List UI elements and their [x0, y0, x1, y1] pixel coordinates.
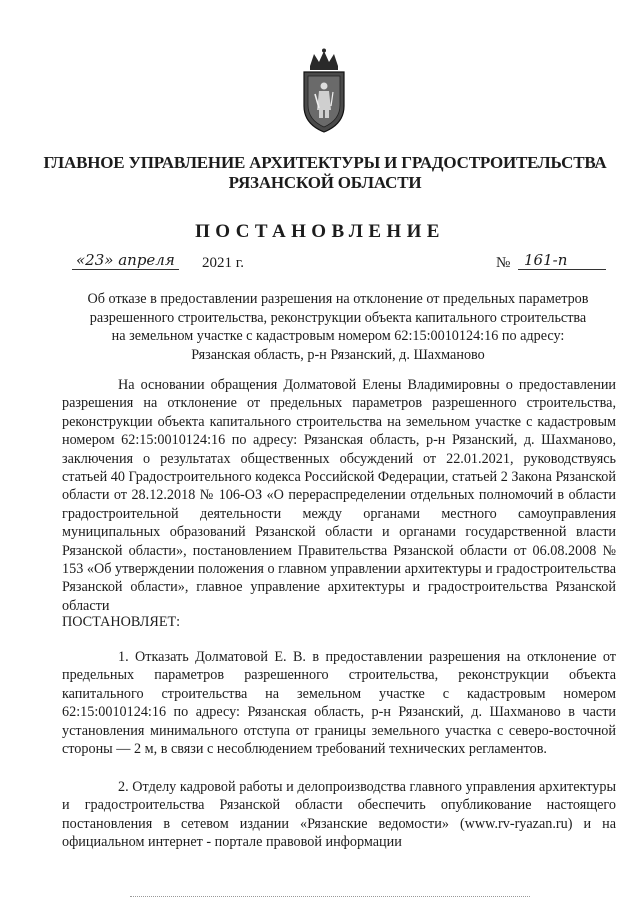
resolution-keyword: ПОСТАНОВЛЯЕТ: — [62, 614, 181, 630]
document-type-title: ПОСТАНОВЛЕНИЕ — [195, 221, 445, 242]
preamble-paragraph: На основании обращения Долматовой Елены Владимировны о предоставлении разрешения на отклонение от предельных параметров разрешенного строительства, реконструкции объекта капитального строительства на земельном участке с кадастровым номером 62:15:0010124:16 по адресу: Рязанская область, р-н Рязанский, д. Шахманово, заключения о результатах общественных обсуждений от 22.01.2021, руководствуясь статьей 40 Градостроительного кодекса Российской Федерации, статьей 2 Закона Рязанской области от 28.12.2018 № 106-ОЗ «О перераспределении отдельных полномочий в области градостроительной деятельности между органами местного самоуправления муниципальных образований Рязанской области и органами государственной власти Рязанской области», постановлением Правительства Рязанской области от 06.08.2008 № 153 «Об утверждении положения о главном управлении архитектуры и градостроительства Рязанской области», главное управление архитектуры и градостроительства Рязанской области — [62, 377, 616, 614]
document-year: 2021 г. — [202, 255, 244, 271]
subject-line: Рязанская область, р-н Рязанский, д. Шахманово — [191, 346, 485, 363]
handwritten-number: 161-п — [518, 251, 606, 270]
date-number-line — [66, 253, 606, 277]
handwritten-date: «23» апреля — [72, 251, 179, 270]
decision-item-1: 1. Отказать Долматовой Е. В. в предоставлении разрешения на отклонение от предельных параметров разрешенного строительства, реконструкции объекта капитального строительства на земельном участке с кадастровым номером 62:15:0010124:16 по адресу: Рязанская область, р-н Рязанский, д. Шахманово в части установления минимального отступа от границы земельного участка с северо-восточной стороны — 2 м, в связи с несоблюдением требований технических регламентов. — [62, 649, 616, 758]
number-label: № — [496, 255, 511, 271]
subject-line: разрешенного строительства, реконструкции объекта капитального строительства — [89, 309, 587, 326]
coat-of-arms-icon — [298, 48, 350, 134]
subject-line: Об отказе в предоставлении разрешения на отклонение от предельных параметров — [87, 291, 589, 307]
page-bottom-edge — [130, 896, 530, 900]
organization-name-line2: РЯЗАНСКОЙ ОБЛАСТИ — [228, 173, 422, 192]
decision-item-2: 2. Отделу кадровой работы и делопроизводства главного управления архитектуры и градостроительства Рязанской области обеспечить опубликование настоящего постановления в сетевом издании «Рязанские ведомости» (www.rv-ryazan.ru) и на официальном интернет - портале правовой информации — [62, 779, 616, 851]
subject-line: на земельном участке с кадастровым номером 62:15:0010124:16 по адресу: — [111, 328, 565, 344]
document-subject — [64, 290, 612, 364]
organization-name-line1: ГЛАВНОЕ УПРАВЛЕНИЕ АРХИТЕКТУРЫ И ГРАДОСТРОИТЕЛЬСТВА — [43, 153, 607, 172]
